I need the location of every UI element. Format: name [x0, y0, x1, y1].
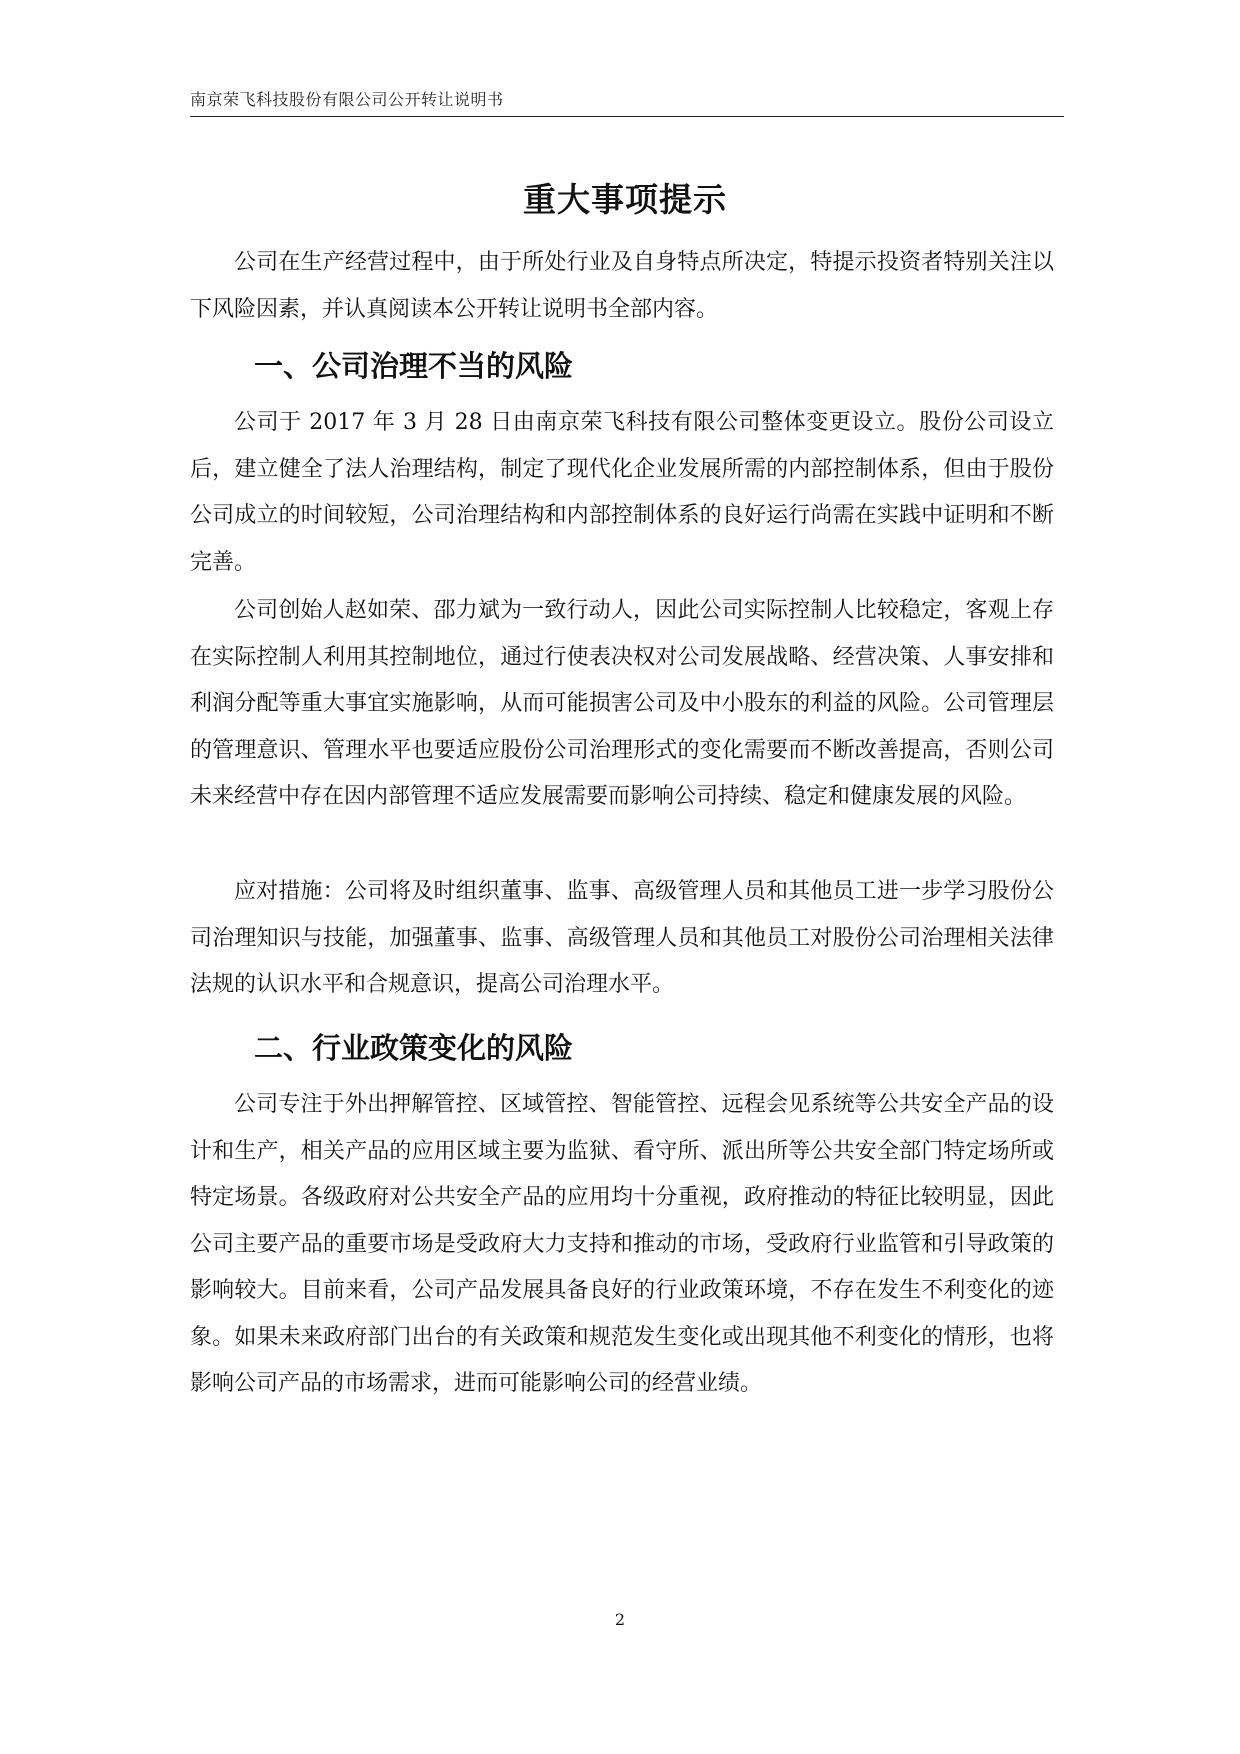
- page-title: 重大事项提示: [523, 180, 727, 219]
- page-number: 2: [614, 1610, 626, 1629]
- section-heading-industry-policy: 二、行业政策变化的风险: [254, 1031, 574, 1065]
- intro-paragraph: 公司在生产经营过程中，由于所处行业及自身特点所决定，特提示投资者特别关注以下风险因素，并认真阅读本公开转让说明书全部内容。: [190, 250, 1054, 322]
- governance-countermeasures-paragraph: 应对措施：公司将及时组织董事、监事、高级管理人员和其他员工进一步学习股份公司治理知识与技能，加强董事、监事、高级管理人员和其他员工对股份公司治理相关法律法规的认识水平和合规意识，提高公司治理水平。: [190, 879, 1054, 997]
- section-heading-governance: 一、公司治理不当的风险: [254, 349, 574, 383]
- running-header: [190, 86, 1064, 117]
- header-text: 南京荣飞科技股份有限公司公开转让说明书: [190, 90, 504, 109]
- governance-paragraph-1: 公司于 2017 年 3 月 28 日由南京荣飞科技有限公司整体变更设立。股份公司设立后，建立健全了法人治理结构，制定了现代化企业发展所需的内部控制体系，但由于股份公司成立的时间较短，公司治理结构和内部控制体系的良好运行尚需在实践中证明和不断完善。: [190, 410, 1054, 575]
- industry-policy-paragraph: 公司专注于外出押解管控、区域管控、智能管控、远程会见系统等公共安全产品的设计和生产，相关产品的应用区域主要为监狱、看守所、派出所等公共安全部门特定场所或特定场景。各级政府对公共安全产品的应用均十分重视，政府推动的特征比较明显，因此公司主要产品的重要市场是受政府大力支持和推动的市场，受政府行业监管和引导政策的影响较大。目前来看，公司产品发展具备良好的行业政策环境，不存在发生不利变化的迹象。如果未来政府部门出台的有关政策和规范发生变化或出现其他不利变化的情形，也将影响公司产品的市场需求，进而可能影响公司的经营业绩。: [190, 1092, 1054, 1396]
- governance-paragraph-2: 公司创始人赵如荣、邵力斌为一致行动人，因此公司实际控制人比较稳定，客观上存在实际控制人利用其控制地位，通过行使表决权对公司发展战略、经营决策、人事安排和利润分配等重大事宜实施影响，从而可能损害公司及中小股东的利益的风险。公司管理层的管理意识、管理水平也要适应股份公司治理形式的变化需要而不断改善提高，否则公司未来经营中存在因内部管理不适应发展需要而影响公司持续、稳定和健康发展的风险。: [190, 598, 1054, 809]
